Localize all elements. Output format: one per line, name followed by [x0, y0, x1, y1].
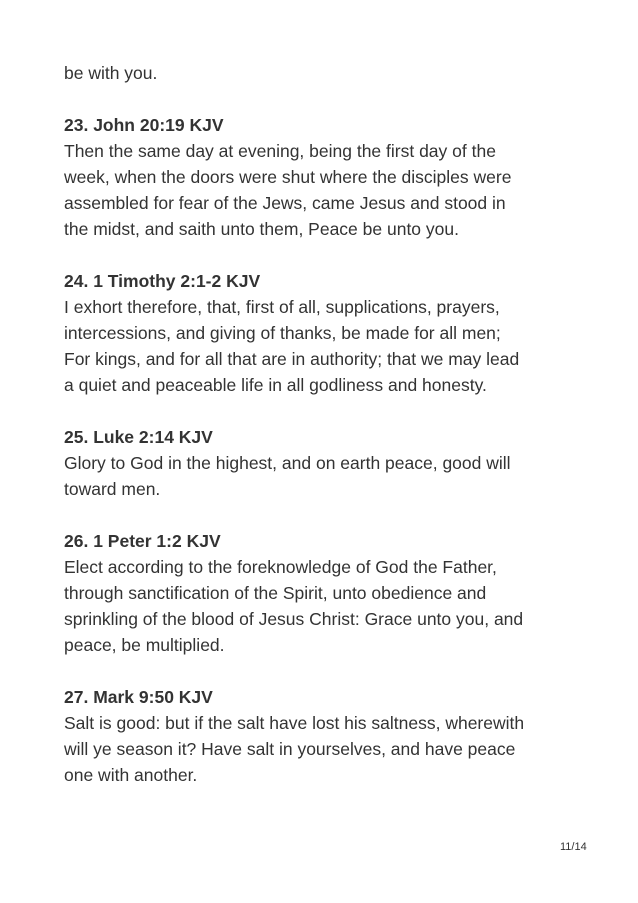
- verse-block: [64, 112, 584, 242]
- verse-line: the midst, and saith unto them, Peace be unto you.: [64, 219, 459, 239]
- verse-reference: 25. Luke 2:14 KJV: [64, 427, 213, 447]
- verse-line: peace, be multiplied.: [64, 635, 225, 655]
- document-page: [64, 60, 584, 788]
- continuation-text: be with you.: [64, 63, 158, 83]
- verse-block: [64, 424, 584, 502]
- verse-line: I exhort therefore, that, first of all, supplications, prayers,: [64, 297, 500, 317]
- verse-line: one with another.: [64, 765, 198, 785]
- page-number: 11/14: [560, 841, 587, 853]
- verse-line: intercessions, and giving of thanks, be made for all men;: [64, 323, 501, 343]
- verse-reference: 24. 1 Timothy 2:1-2 KJV: [64, 271, 261, 291]
- verse-block: [64, 268, 584, 398]
- verse-line: Glory to God in the highest, and on earth peace, good will: [64, 453, 511, 473]
- verse-line: Then the same day at evening, being the first day of the: [64, 141, 496, 161]
- verse-line: will ye season it? Have salt in yourselves, and have peace: [64, 739, 516, 759]
- verse-line: week, when the doors were shut where the disciples were: [64, 167, 512, 187]
- verse-reference: 23. John 20:19 KJV: [64, 115, 224, 135]
- verse-reference: 27. Mark 9:50 KJV: [64, 687, 213, 707]
- verse-reference: 26. 1 Peter 1:2 KJV: [64, 531, 221, 551]
- verse-line: assembled for fear of the Jews, came Jesus and stood in: [64, 193, 506, 213]
- verse-line: Salt is good: but if the salt have lost his saltness, wherewith: [64, 713, 525, 733]
- verse-line: Elect according to the foreknowledge of God the Father,: [64, 557, 497, 577]
- verse-line: toward men.: [64, 479, 161, 499]
- verse-line: through sanctification of the Spirit, unto obedience and: [64, 583, 487, 603]
- verse-block: [64, 528, 584, 658]
- verse-line: sprinkling of the blood of Jesus Christ: Grace unto you, and: [64, 609, 524, 629]
- verse-block: [64, 684, 584, 788]
- verse-line: a quiet and peaceable life in all godliness and honesty.: [64, 375, 487, 395]
- verse-line: For kings, and for all that are in authority; that we may lead: [64, 349, 520, 369]
